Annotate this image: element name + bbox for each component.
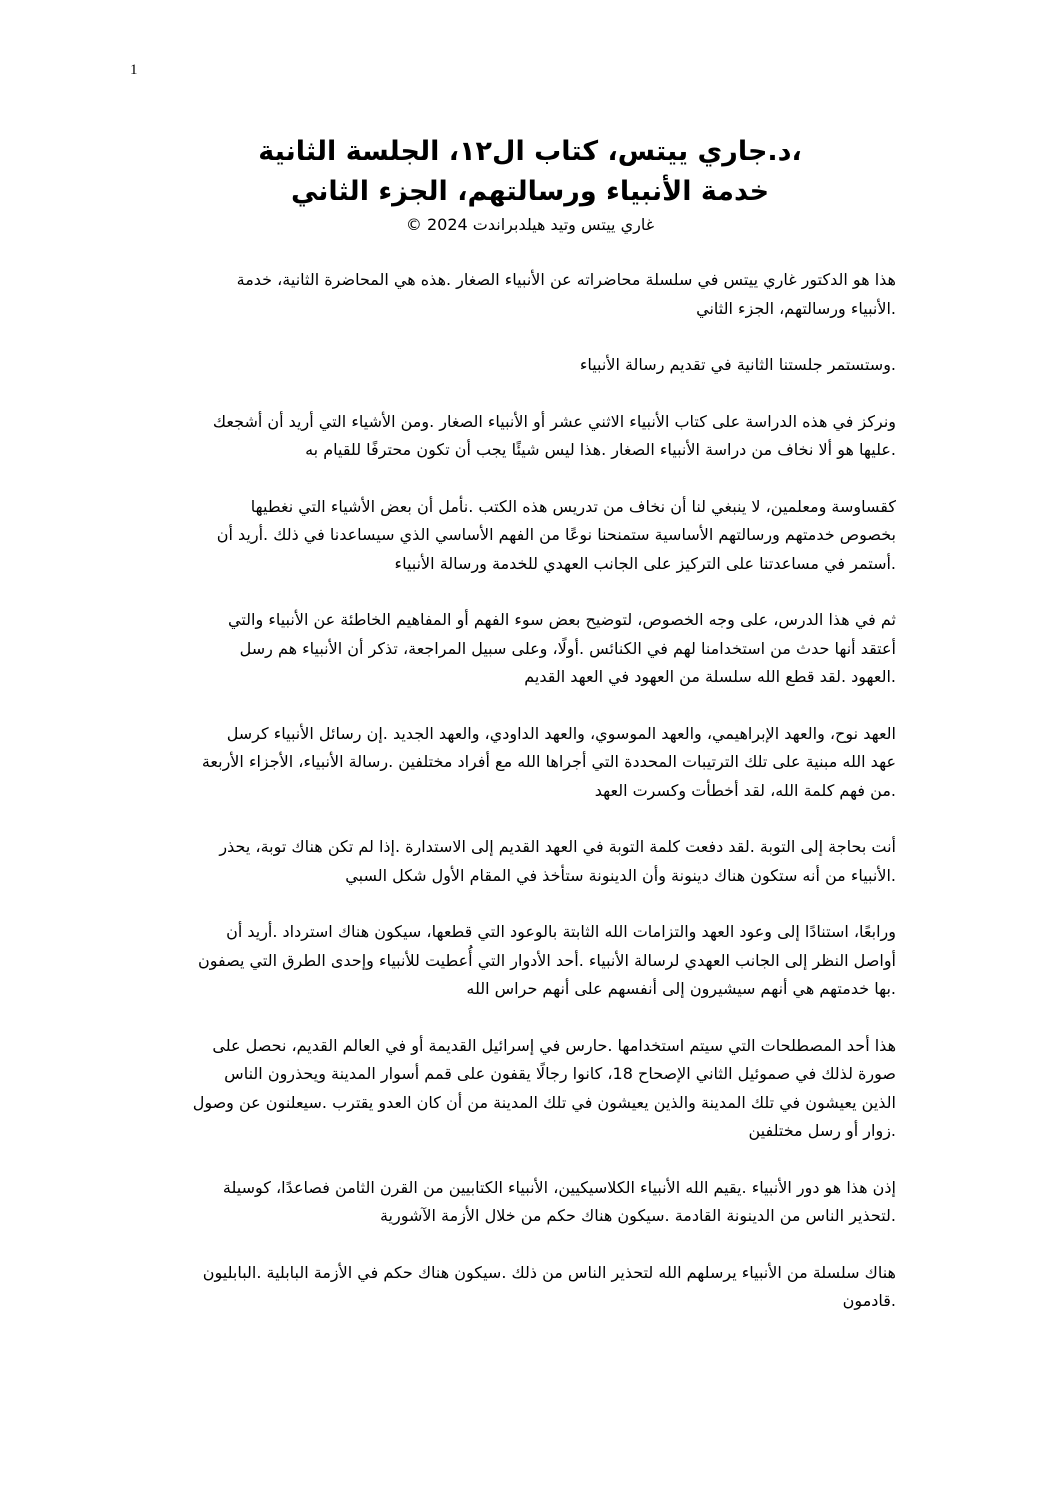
paragraph (152, 720, 896, 806)
lecture-subtitle: خدمة الأنبياء ورسالتهم، الجزء الثاني (290, 176, 770, 207)
paragraph (152, 493, 896, 579)
paragraph (152, 266, 896, 323)
lecture-title: ،د.جاري ييتس، كتاب ال١٢، الجلسة الثانية (258, 136, 802, 167)
text-line: .الأنبياء من أنه ستكون هناك دينونة وأن الدينونة ستأخذ في المقام الأول شكل السبي (345, 865, 896, 885)
paragraph (152, 606, 896, 692)
text-line: ونركز في هذه الدراسة على كتاب الأنبياء الاثني عشر أو الأنبياء الصغار .ومن الأشياء التي أريد أن أشجعك (212, 411, 896, 431)
page-number: 1 (130, 62, 138, 78)
text-line: عهد الله مبنية على تلك الترتيبات المحددة التي أجراها الله مع أفراد مختلفين .رسالة الأنبياء، الأجزاء الأربعة (201, 752, 896, 771)
paragraph (152, 833, 896, 890)
paragraph (152, 408, 896, 465)
text-line: بخصوص خدمتهم ورسالتهم الأساسية ستمنحنا نوعًا من الفهم الأساسي الذي سيساعدنا في ذلك .أريد أن (216, 525, 896, 544)
text-line: .قادمون (842, 1291, 896, 1310)
text-line: .زوار أو رسل مختلفين (748, 1121, 896, 1140)
text-line: .العهود .لقد قطع الله سلسلة من العهود في العهد القديم (524, 667, 896, 686)
transcript-body (152, 266, 896, 1344)
paragraph (152, 351, 896, 380)
copyright-notice: غاري ييتس وتيد هيلدبراندت 2024 © (405, 215, 655, 234)
paragraph (152, 1032, 896, 1146)
text-line: إذن هذا هو دور الأنبياء .يقيم الله الأنبياء الكلاسيكيين، الأنبياء الكتابيين من القرن الثامن فصاعدًا، كوسيلة (222, 1177, 896, 1197)
text-line: أواصل النظر إلى الجانب العهدي لرسالة الأنبياء .أحد الأدوار التي أُعطيت للأنبياء وإحدى الطرق التي يصفون (198, 950, 896, 970)
text-line: هذا أحد المصطلحات التي سيتم استخدامها .حارس في إسرائيل القديمة أو في العالم القديم، نحصل على (212, 1035, 896, 1055)
paragraph (152, 1174, 896, 1231)
text-line: .وستستمر جلستنا الثانية في تقديم رسالة الأنبياء (579, 355, 896, 374)
text-line: ثم في هذا الدرس، على وجه الخصوص، لتوضيح بعض سوء الفهم أو المفاهيم الخاطئة عن الأنبياء والتي (228, 610, 896, 629)
text-line: .لتحذير الناس من الدينونة القادمة .سيكون هناك حكم من خلال الأزمة الآشورية (379, 1206, 896, 1225)
text-line: ورابعًا، استنادًا إلى وعود العهد والتزامات الله الثابتة بالوعود التي قطعها، سيكون هناك استرداد .أريد أن (226, 922, 896, 941)
paragraph (152, 1259, 896, 1316)
text-line: الذين يعيشون في تلك المدينة والذين يعيشون في تلك المدينة من أن كان العدو يقترب .سيعلنون عن وصول (192, 1092, 896, 1112)
text-line: .بها خدمتهم هي أنهم سيشيرون إلى أنفسهم على أنهم حراس الله (466, 979, 896, 998)
text-line: هناك سلسلة من الأنبياء يرسلهم الله لتحذير الناس من ذلك .سيكون هناك حكم في الأزمة البابلية .البابليون (202, 1262, 896, 1282)
text-line: أنت بحاجة إلى التوبة .لقد دفعت كلمة التوبة في العهد القديم إلى الاستدارة .إذا لم تكن هناك توبة، يحذر (219, 837, 896, 856)
title-block (150, 132, 910, 238)
text-line: .أستمر في مساعدتنا على التركيز على الجانب العهدي للخدمة ورسالة الأنبياء (394, 553, 896, 573)
text-line: صورة لذلك في صموئيل الثاني الإصحاح 18، كانوا رجالًا يقفون على قمم أسوار المدينة ويحذرون الناس (224, 1064, 896, 1083)
text-line: أعتقد أنها حدث من استخدامنا لهم في الكنائس .أولًا، وعلى سبيل المراجعة، تذكر أن الأنبياء هم رسل (239, 638, 896, 658)
text-line: .عليها هو ألا نخاف من دراسة الأنبياء الصغار .هذا ليس شيئًا يجب أن تكون محترفًا للقيام به (305, 440, 896, 459)
paragraph (152, 918, 896, 1004)
text-line: كقساوسة ومعلمين، لا ينبغي لنا أن نخاف من تدريس هذه الكتب .نأمل أن بعض الأشياء التي نغطيها (250, 496, 896, 516)
text-line: .من فهم كلمة الله، لقد أخطأت وكسرت العهد (594, 780, 896, 800)
text-line: العهد نوح، والعهد الإبراهيمي، والعهد الموسوي، والعهد الداودي، والعهد الجديد .إن رسائل الأنبياء كرسل (226, 723, 896, 743)
text-line: .الأنبياء ورسالتهم، الجزء الثاني (696, 298, 896, 318)
text-line: هذا هو الدكتور غاري ييتس في سلسلة محاضراته عن الأنبياء الصغار .هذه هي المحاضرة الثانية، خدمة (236, 270, 896, 289)
